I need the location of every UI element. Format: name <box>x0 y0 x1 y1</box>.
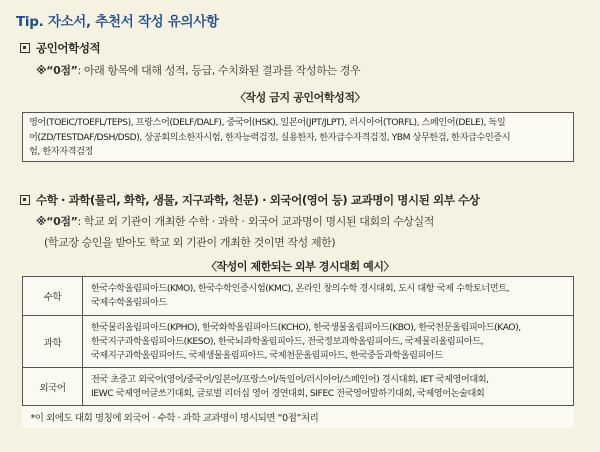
category-cell: 외국어 <box>23 368 83 406</box>
note-text: : 학교 외 기관이 개최한 수학 · 과학 · 외국어 교과명이 명시된 대회의 수상실적 <box>77 215 434 228</box>
contest-line: IEWC 국제영어글쓰기대회, 글로벌 리더십 영어 경연대회, SIFEC 전국영어말하기대회, 국제영어논술대회 <box>91 387 485 399</box>
box-title: 〈작성 금지 공인어학성적〉 <box>234 91 366 104</box>
contest-line: 한국지구과학올림피아드(KESO), 한국뇌과학올림피아드, 전국정보과학올림피아드, 국제물리올림피아드, <box>91 335 484 347</box>
forbidden-scores-line: 어(ZD/TESTDAF/DSH/DSD), 상공회의소한자시험, 한자능력검정, 실용한자, 한자급수자격검정, YBM 상무한검, 한자급수인증시 <box>29 131 511 143</box>
restricted-contests-table <box>22 276 574 428</box>
contest-line: 국제지구과학올림피아드, 국제생물올림피아드, 국제천문올림피아드, 한국중등과학올림피아드 <box>91 349 443 361</box>
table-footer-row <box>23 406 574 429</box>
section-heading-text: 수학 · 과학(물리, 화학, 생물, 지구과학, 천문) · 외국어(영어 등) 교과명이 명시된 외부 수상 <box>36 193 480 207</box>
note-prefix: ※“0점” <box>36 215 78 228</box>
zero-point-note <box>36 213 434 229</box>
forbidden-scores-box <box>22 112 574 162</box>
checkbox-square-icon <box>20 195 30 205</box>
table-row <box>23 368 574 406</box>
note-prefix: ※“0점” <box>36 64 78 77</box>
category-cell: 수학 <box>23 277 83 316</box>
contest-line: 국제수학올림피아드 <box>91 297 167 308</box>
table-row <box>23 277 574 316</box>
forbidden-scores-line: 영어(TOEIC/TOEFL/TEPS), 프랑스어(DELF/DALF), 중국어(HSK), 일본어(JPT/JLPT), 러시아어(TORFL), 스페인어(DELE), 독일 <box>29 117 506 128</box>
section-heading-language-scores <box>20 40 100 56</box>
contest-list-cell <box>83 368 574 406</box>
note-detail: (학교장 승인을 받아도 학교 외 기관이 개최한 것이면 작성 제한) <box>44 236 336 249</box>
note-text: : 아래 항목에 대해 성적, 등급, 수치화된 결과를 작성하는 경우 <box>77 64 361 77</box>
forbidden-scores-line: 험, 한자자격검정 <box>29 146 93 157</box>
footnote: *이 외에도 대회 명칭에 외국어 · 수학 · 과학 교과명이 명시되면 “0점”처리 <box>23 406 574 429</box>
contest-list-cell <box>83 277 574 316</box>
contest-list-cell <box>83 316 574 368</box>
contest-line: 한국물리올림피아드(KPHO), 한국화학올림피아드(KCHO), 한국생물올림피아드(KBO), 한국천문올림피아드(KAO), <box>91 321 521 333</box>
table-title: 〈작성이 제한되는 외부 경시대회 예시〉 <box>205 260 395 273</box>
section-heading-external-awards <box>20 192 479 208</box>
category-cell: 과학 <box>23 316 83 368</box>
contest-line: 한국수학올림피아드(KMO), 한국수학인증시험(KMC), 온라인 창의수학 경시대회, 도시 대항 국제 수학토너먼트, <box>91 283 510 294</box>
zero-point-note <box>36 62 360 78</box>
page-title: Tip. 자소서, 추천서 작성 유의사항 <box>16 14 219 30</box>
contest-line: 전국 초중고 외국어(영어/중국어/일본어/프랑스어/독일어/러시아어/스페인어) 경시대회, IET 국제영어대회, <box>91 373 489 385</box>
checkbox-square-icon <box>20 43 30 53</box>
table-row <box>23 316 574 368</box>
section-heading-text: 공인어학성적 <box>36 41 101 55</box>
